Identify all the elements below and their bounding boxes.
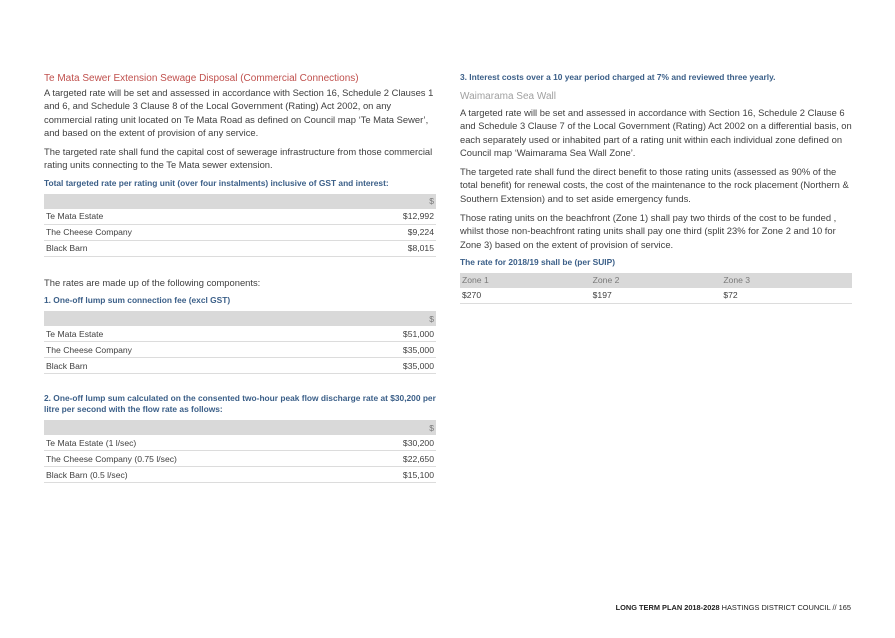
table-header-row [44, 194, 436, 209]
zone-header: Zone 3 [721, 273, 852, 288]
table-header-row [44, 311, 436, 326]
left-column [44, 72, 436, 483]
interest-heading: 3. Interest costs over a 10 year period charged at 7% and reviewed three yearly. [460, 72, 776, 82]
row-name: Black Barn [44, 358, 326, 374]
table-row [44, 326, 436, 342]
zone-rate-table [460, 273, 852, 304]
paragraph: Those rating units on the beachfront (Zone 1) shall pay two thirds of the cost to be funded , whilst those non-beachfront rating units shall pay one third (split 23% for Zone 2 and 10 for Zone 3) based on the extent of provision of service. [460, 212, 837, 250]
row-value: $12,992 [326, 209, 436, 225]
row-name: The Cheese Company [44, 224, 326, 240]
row-name: Black Barn (0.5 l/sec) [44, 467, 355, 483]
section-title-te-mata-sewer: Te Mata Sewer Extension Sewage Disposal (Commercial Connections) [44, 73, 359, 84]
table-row [44, 358, 436, 374]
total-rate-table [44, 194, 436, 257]
row-value: $35,000 [326, 342, 436, 358]
flow-rate-table [44, 420, 436, 483]
row-name: The Cheese Company [44, 342, 326, 358]
footer-council: HASTINGS DISTRICT COUNCIL // 165 [721, 603, 851, 612]
table-row [44, 209, 436, 225]
row-value: $8,015 [326, 240, 436, 256]
row-name: Black Barn [44, 240, 326, 256]
zone-value: $72 [721, 288, 852, 304]
section-title-waimarama: Waimarama Sea Wall [460, 91, 556, 102]
table-row [44, 224, 436, 240]
right-column [460, 72, 852, 304]
table-row [460, 288, 852, 304]
row-name: The Cheese Company (0.75 l/sec) [44, 451, 355, 467]
row-value: $35,000 [326, 358, 436, 374]
table-row [44, 240, 436, 256]
table-row [44, 435, 436, 451]
table-header-row [44, 420, 436, 435]
header-cell [44, 194, 326, 209]
paragraph: The targeted rate shall fund the direct benefit to those rating units (assessed as 90% of the total benefit) for renewal costs, the cost of the maintenance to the rock placement (Northern & Southern Extension) and to set aside emergency funds. [460, 166, 849, 204]
unit-header: $ [326, 194, 436, 209]
page-footer [616, 603, 851, 612]
footer-plan: LONG TERM PLAN 2018-2028 [615, 603, 720, 612]
unit-header: $ [355, 420, 436, 435]
paragraph: A targeted rate will be set and assessed in accordance with Section 16, Schedule 2 Clause 6 and Schedule 3 Clause 7 of the Local Government (Rating) Act 2002 on a differential basis, on each separately used or inhabited part of a rating unit within each individual zone defined on Council map ‘Waimarama Sea Wall Zone’. [460, 107, 852, 158]
row-value: $15,100 [355, 467, 436, 483]
paragraph: The targeted rate shall fund the capital cost of sewerage infrastructure from those commercial rating units connecting to the Te Mata sewer extension. [44, 146, 433, 171]
table-heading: Total targeted rate per rating unit (over four instalments) inclusive of GST and interest: [44, 177, 389, 188]
row-name: Te Mata Estate [44, 326, 326, 342]
row-name: Te Mata Estate [44, 209, 326, 225]
row-value: $22,650 [355, 451, 436, 467]
header-cell [44, 311, 326, 326]
row-value: $51,000 [326, 326, 436, 342]
table-header-row [460, 273, 852, 288]
zone-header: Zone 2 [591, 273, 722, 288]
zone-value: $197 [591, 288, 722, 304]
row-name: Te Mata Estate (1 l/sec) [44, 435, 355, 451]
table-heading: 1. One-off lump sum connection fee (excl GST) [44, 295, 231, 306]
row-value: $9,224 [326, 224, 436, 240]
zone-value: $270 [460, 288, 591, 304]
table-heading: The rate for 2018/19 shall be (per SUIP) [460, 256, 615, 267]
zone-header: Zone 1 [460, 273, 591, 288]
table-row [44, 451, 436, 467]
connection-fee-table [44, 311, 436, 374]
table-row [44, 467, 436, 483]
components-intro: The rates are made up of the following components: [44, 276, 261, 288]
row-value: $30,200 [355, 435, 436, 451]
header-cell [44, 420, 355, 435]
table-heading: 2. One-off lump sum calculated on the consented two-hour peak flow discharge rate at $30,200 per litre per second with the flow rate as follows: [44, 393, 436, 415]
paragraph: A targeted rate will be set and assessed in accordance with Section 16, Schedule 2 Clauses 1 and 6, and Schedule 3 Clause 8 of the Local Government (Rating) Act 2002, on any commercial rating unit located on Te Mata Road as defined on Council map ‘Te Mata Sewer’, and based on the extent of provision of any service. [44, 87, 434, 138]
table-row [44, 342, 436, 358]
unit-header: $ [326, 311, 436, 326]
